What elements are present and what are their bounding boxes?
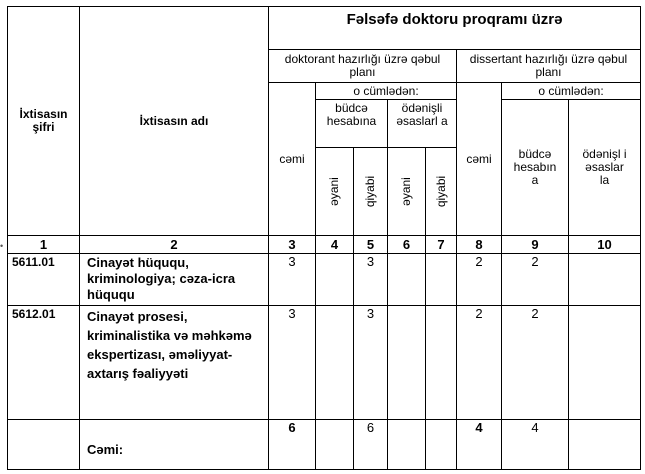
column-number: 5 xyxy=(354,236,388,254)
totals-doc-budget-parttime: 6 xyxy=(354,420,388,470)
doc-budget-parttime-value: 3 xyxy=(354,306,388,420)
table-row xyxy=(8,254,641,306)
totals-doc-paid-fulltime xyxy=(388,420,426,470)
header-doc-budget-parttime: qiyabi xyxy=(354,148,388,236)
doc-paid-fulltime-value xyxy=(388,306,426,420)
totals-diss-total: 4 xyxy=(457,420,502,470)
column-number: 10 xyxy=(569,236,641,254)
header-dissertant-plan: dissertant hazırlığı üzrə qəbul planı xyxy=(457,50,641,83)
doc-budget-fulltime-value xyxy=(316,306,354,420)
doc-paid-parttime-value xyxy=(426,306,457,420)
totals-diss-paid xyxy=(569,420,641,470)
diss-budget-value: 2 xyxy=(502,306,569,420)
doc-paid-parttime-value xyxy=(426,254,457,306)
column-number: 2 xyxy=(80,236,269,254)
column-number: 6 xyxy=(388,236,426,254)
diss-total-value: 2 xyxy=(457,306,502,420)
diss-paid-value xyxy=(569,306,641,420)
column-number-row xyxy=(8,236,641,254)
header-name: İxtisasın adı xyxy=(80,7,269,236)
doc-budget-fulltime-value xyxy=(316,254,354,306)
header-diss-total: cəmi xyxy=(457,83,502,236)
diss-paid-value xyxy=(569,254,641,306)
header-diss-including: o cümlədən: xyxy=(502,83,641,100)
program-title: Fəlsəfə doktoru proqramı üzrə xyxy=(269,7,641,50)
diss-budget-value: 2 xyxy=(502,254,569,306)
column-number: 9 xyxy=(502,236,569,254)
header-doc-including: o cümlədən: xyxy=(316,83,457,100)
totals-diss-budget: 4 xyxy=(502,420,569,470)
column-number: 8 xyxy=(457,236,502,254)
diss-total-value: 2 xyxy=(457,254,502,306)
column-number: 1 xyxy=(8,236,80,254)
header-diss-budget: büdcə hesabın a xyxy=(502,100,569,236)
row-marker: • xyxy=(0,241,4,251)
specialty-name: Cinayət hüququ, kriminologiya; cəza-icra hüququ xyxy=(80,254,269,306)
specialty-code: 5611.01 xyxy=(8,254,80,306)
column-number: 7 xyxy=(426,236,457,254)
totals-doc-budget-fulltime xyxy=(316,420,354,470)
table-row xyxy=(8,306,641,420)
column-number: 4 xyxy=(316,236,354,254)
specialty-code: 5612.01 xyxy=(8,306,80,420)
doc-paid-fulltime-value xyxy=(388,254,426,306)
doc-total-value: 3 xyxy=(269,254,316,306)
specialty-name: Cinayət prosesi, kriminalistika və məhkəmə ekspertizası, əməliyyat-axtarış fəaliyyəti xyxy=(80,306,269,420)
header-diss-paid: ödənişl i əsaslar la xyxy=(569,100,641,236)
totals-doc-total: 6 xyxy=(269,420,316,470)
header-doc-budget: büdcə hesabına xyxy=(316,100,388,148)
doc-total-value: 3 xyxy=(269,306,316,420)
totals-row xyxy=(8,420,641,470)
header-doc-paid: ödənişli əsaslarl a xyxy=(388,100,457,148)
header-doc-total: cəmi xyxy=(269,83,316,236)
header-doctoral-plan: doktorant hazırlığı üzrə qəbul planı xyxy=(269,50,457,83)
column-number: 3 xyxy=(269,236,316,254)
header-code: İxtisasın şifri xyxy=(8,7,80,236)
header-doc-paid-parttime: qiyabi xyxy=(426,148,457,236)
doc-budget-parttime-value: 3 xyxy=(354,254,388,306)
totals-code-empty xyxy=(8,420,80,470)
totals-label: Cəmi: xyxy=(80,420,269,470)
totals-doc-paid-parttime xyxy=(426,420,457,470)
admission-plan-table xyxy=(7,6,641,470)
header-doc-paid-fulltime: əyani xyxy=(388,148,426,236)
header-doc-budget-fulltime: əyani xyxy=(316,148,354,236)
